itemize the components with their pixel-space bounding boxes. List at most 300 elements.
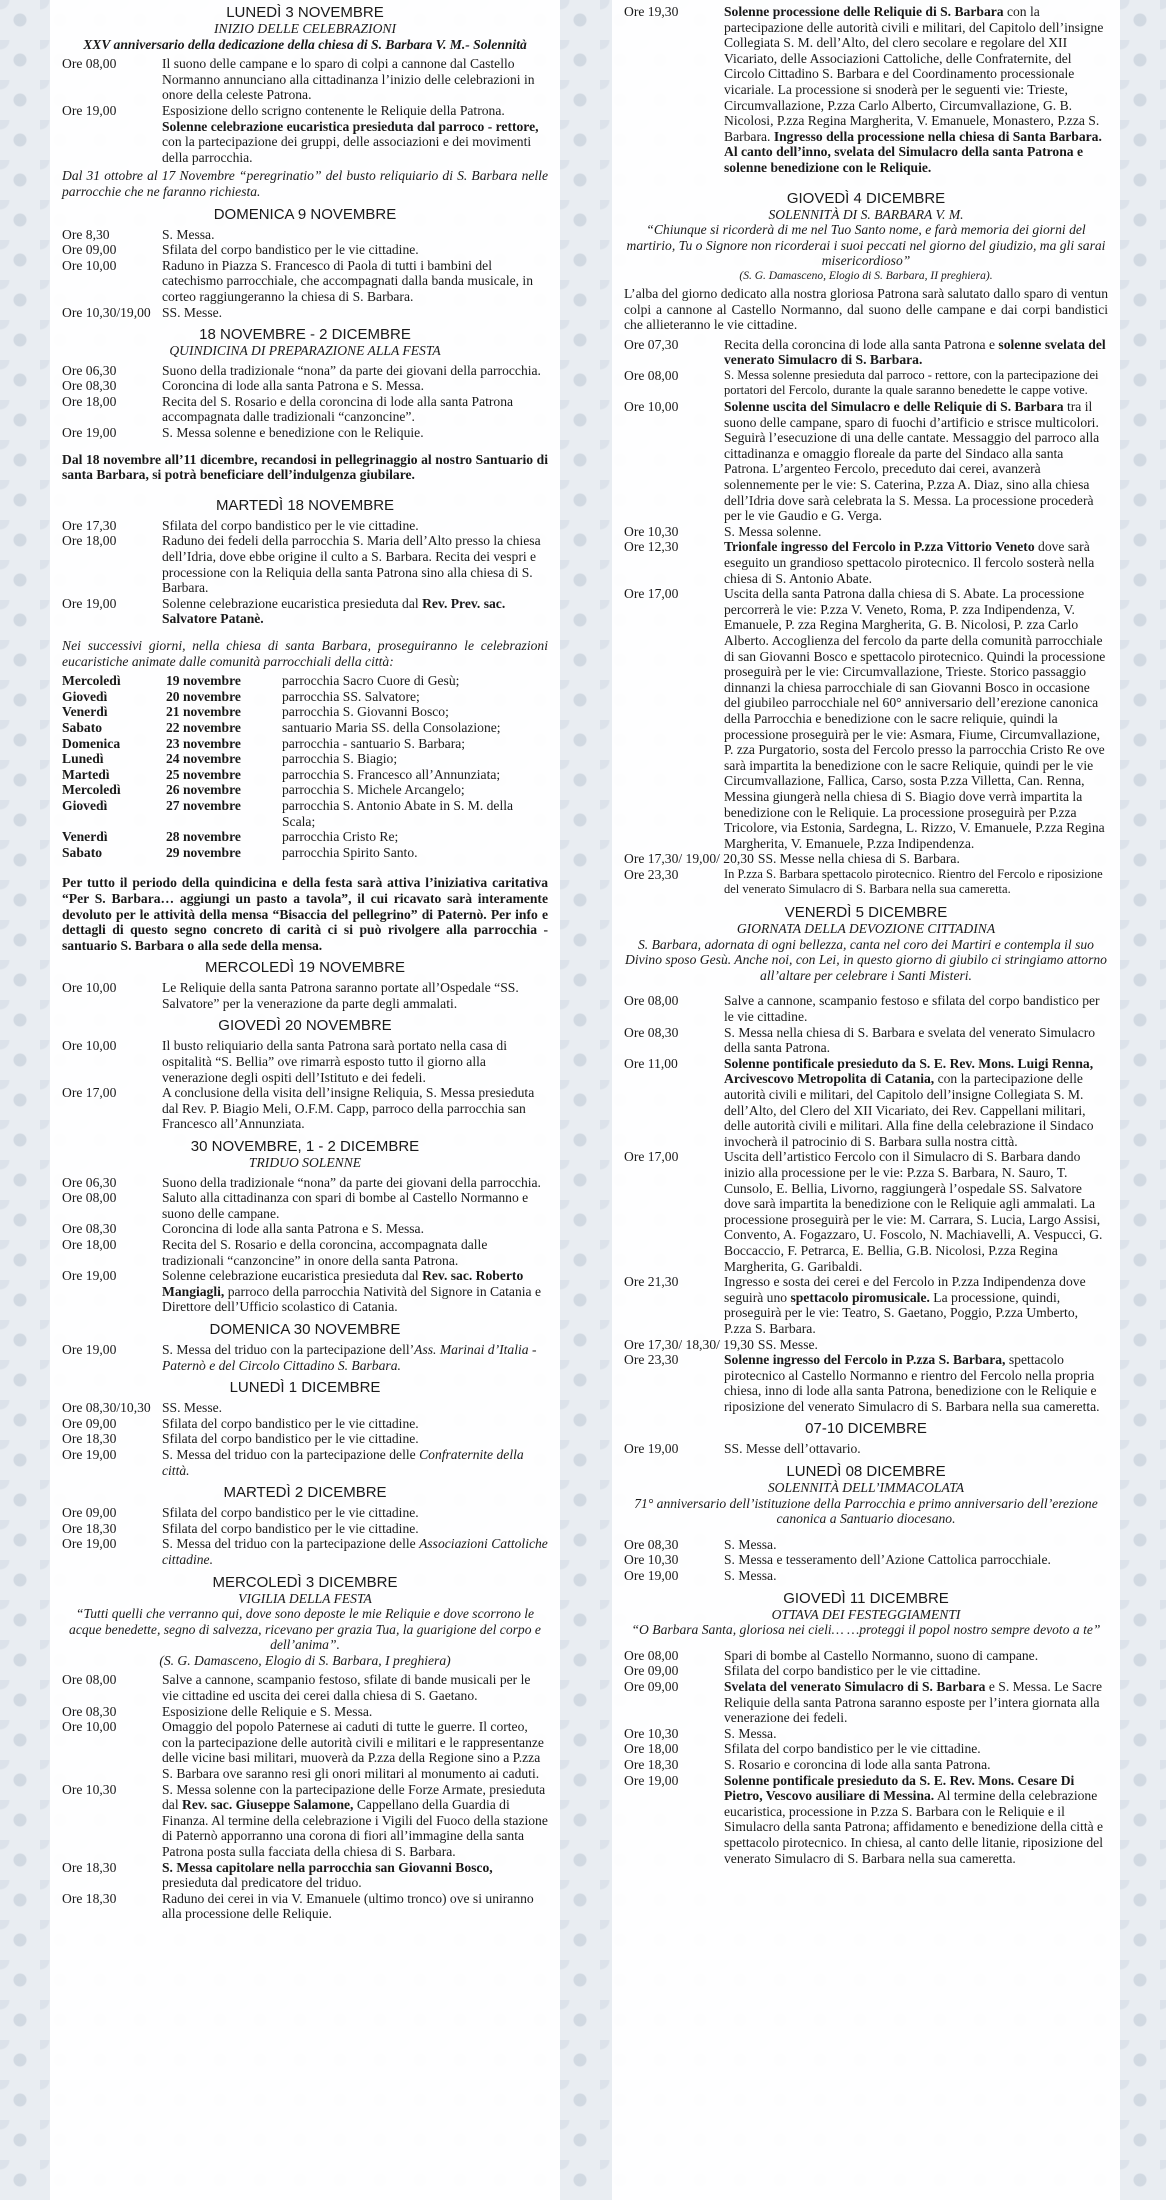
schedule-row [62,425,548,441]
parish: parrocchia Spirito Santo. [282,844,418,860]
time: Ore 10,00 [62,257,117,273]
day-name: Mercoledì [62,782,121,798]
section-title: DOMENICA 9 NOVEMBRE [213,205,397,223]
section-subtitle: QUINDICINA DI PREPARAZIONE ALLA FESTA [169,343,441,359]
schedule [62,56,548,165]
description: La processione, quindi, proseguirà per le vie: Teatro, S. Gaetano, Poggio, P.zza Umberto, P.zza S. Barbara. [724,1289,1079,1336]
intro: L’alba del giorno dedicato alla nostra gloriosa Patrona sarà salutato dallo sparo di ventun colpi a cannone al Castello Normanno, dal suono delle campane e dai corpi bandistici che allieteranno le vie cittadine. [624,285,1108,333]
time: Ore 19,00 [62,1536,117,1552]
section-30-novembre [62,1321,548,1373]
time: Ore 17,00 [624,586,679,602]
time: Ore 08,30 [624,1536,679,1552]
time: Ore 18,30 [62,1890,117,1906]
description: S. Messa e tesseramento dell’Azione Cattolica parrocchiale. [724,1552,1051,1568]
description: S. Messa. [724,1568,777,1584]
time: Ore 18,00 [62,1237,117,1252]
description: Sfilata del corpo bandistico per le vie cittadine. [162,517,419,533]
schedule-row [624,851,1108,867]
parish: parrocchia - santuario S. Barbara; [282,735,466,751]
day-date: 19 novembre [166,673,241,689]
section-subtitle: TRIDUO SOLENNE [248,1155,362,1171]
description-bold: Rev. sac. Giuseppe Salamone, [182,1797,354,1813]
description: S. Messa. [162,226,215,242]
schedule-row [62,596,548,627]
section-9-novembre [62,206,548,321]
table-row [62,829,548,845]
description: Uscita dell’artistico Fercolo con il Simulacro di S. Barbara dando inizio alla processione per le vie: P.zza S. Barbara, N. Sauro, T. Cunsolo, E. Bellia, Livorno, raggiungerà l’ospedale SS. Salvatore dove sarà impartita la benedizione con le Reliquie agli ammalati. La processione proseguirà per le vie: M. Carrara, S. Lucia, Largo Assisi, Convento, A. Fogazzaro, U. Foscolo, N. Machiavelli, A. Vespucci, G. Boccaccio, F. Petrarca, E. Bellia, G.B. Nicolosi, P.zza Regina Margherita, G. Garibaldi. [724,1149,1103,1274]
schedule-row [62,1704,548,1720]
table-row [62,673,548,689]
schedule-row [624,4,1108,176]
schedule-row [62,1860,548,1891]
time: Ore 19,00 [62,425,117,441]
section-subtitle: SOLENNITÀ DELL’IMMACOLATA [767,1480,965,1496]
section-20-novembre [62,1017,548,1132]
schedule-row [62,518,548,534]
schedule-row [624,993,1108,1024]
section-title: LUNEDÌ 3 NOVEMBRE [226,4,384,21]
description: S. Messa solenne e benedizione con le Reliquie. [162,425,424,441]
schedule-row [624,1441,1108,1457]
time: Ore 10,00 [62,980,117,996]
description: Raduno dei cerei in via V. Emanuele (ultimo tronco) ove si uniranno alla processione delle Reliquie. [162,1890,534,1922]
schedule-row [624,1337,1108,1353]
schedule-row [624,1568,1108,1584]
schedule-row [62,1521,548,1537]
time: Ore 18,30 [62,1520,117,1536]
day-name: Mercoledì [62,673,121,689]
section-title: LUNEDÌ 08 DICEMBRE [786,1463,946,1481]
day-date: 20 novembre [166,688,241,704]
time: Ore 23,30 [624,1352,679,1368]
description: parroco della parrocchia Natività del Signore in Catania e Direttore dell’Ufficio scolastico di Catania. [162,1283,541,1315]
section-subtitle: VIGILIA DELLA FESTA [238,1590,372,1606]
description: Ingresso e sosta dei cerei e del Fercolo in P.zza Indipendenza dove seguirà uno [724,1274,1086,1305]
schedule [62,1038,548,1132]
left-column [50,0,560,2200]
section-title: 30 NOVEMBRE, 1 - 2 DICEMBRE [190,1138,420,1156]
section-title: MERCOLEDÌ 3 DICEMBRE [212,1573,398,1591]
section-subtitle: GIORNATA DELLA DEVOZIONE CITTADINA [736,921,996,937]
time: Ore 10,30 [624,523,679,539]
schedule-row [62,56,548,103]
day-date: 23 novembre [166,735,241,751]
description: Recita della coroncina di lode alla santa Patrona e [724,336,996,352]
description: Esposizione delle Reliquie e S. Messa. [162,1703,373,1719]
schedule-row [62,1672,548,1703]
time: Ore 19,00 [62,1446,117,1462]
description: SS. Messe. [162,304,223,320]
time: Ore 19,00 [624,1772,679,1788]
description: S. Messa solenne con la partecipazione delle Forze Armate, presieduta dal [162,1781,546,1813]
schedule [62,1400,548,1478]
time: Ore 10,30/19,00 [62,304,151,320]
description-bold: Solenne ingresso del Fercolo in P.zza S. Barbara, [724,1352,1006,1368]
description: SS. Messe dell’ottavario. [724,1441,861,1457]
schedule-row [624,1679,1108,1726]
description: Spari di bombe al Castello Normanno, suono di campane. [724,1647,1039,1663]
time: Ore 08,00 [62,1190,117,1206]
schedule-row [62,1268,548,1315]
section-subtitle: INIZIO DELLE CELEBRAZIONI [213,21,396,36]
schedule-row [62,980,548,1011]
section-title: GIOVEDÌ 4 DICEMBRE [786,189,946,207]
description: S. Messa solenne presieduta dal parroco - rettore, con la partecipazione dei portatori del Fercolo, durante la quale saranno benedette le cappe votive. [724,367,1099,398]
description-bold: Svelata del venerato Simulacro di S. Barbara [724,1679,986,1694]
description: con la partecipazione delle autorità civili e militari, del Capitolo dell’insigne Collegiata S. M. dell’Alto, del clero secolare e regolare del XII Vicariato, delle Associazioni Cattoliche, delle Confraternite, del Circolo Cittadino S. Barbara e del Coordinamento processionale vicariale. La processione si snoderà per le seguenti vie: Trieste, Circumvallazione, P.zza Carlo Alberto, Circumvallazione, G. B. Nicolosi, P.zza Regina Margherita, V. Emanuele, Monastero, P.zza S. Barbara. [724,4,1104,144]
parish: parrocchia S. Biagio; [282,751,398,767]
schedule [624,1441,1108,1457]
description: Uscita della santa Patrona dalla chiesa di S. Abate. La processione percorrerà le vie: P.zza V. Veneto, Roma, P. zza Indipendenza, V. Emanuele, P. zza Regina Margherita, G. B. Nicolosi, P. zza Carlo Alberto. Accoglienza del fercolo da parte della comunità parrocchiale di san Giovanni Bosco e spettacolo pirotecnico. Quindi la processione proseguirà per le vie: Circumvallazione, Trieste. Storico passaggio dinnanzi la chiesa parrocchiale di san Giovanni Bosco in occasione del giubileo parrocchiale nel 60° anniversario dell’erezione canonica della Parrocchia e benedizione con le sacre reliquie, quindi la processione proseguirà per le vie: Asmara, Fiume, Circumvallazione, P. zza Purgatorio, sosta del Fercolo presso la parrocchia Cristo Re ove sarà impartita la benedizione con le sacre Reliquie, quindi per le vie Circumvallazione, Fallica, Carso, sosta P.zza Villetta, Can. Renna, Messina giungerà nella chiesa di S. Biagio dove verrà impartita la benedizione con le Reliquie. La processione proseguirà per P.zza Tricolore, via Estonia, Sardegna, L. Rizzo, V. Emanuele, P.zza Regina Margherita, V. Emanuele, P.zza Indipendenza. [724,586,1106,851]
section-title: DOMENICA 30 NOVEMBRE [209,1320,401,1338]
schedule-row [62,258,548,305]
schedule-row [62,1342,548,1373]
parish: parrocchia SS. Salvatore; [282,688,420,704]
description: presieduta dal predicatore del triduo. [162,1875,362,1891]
section-18-novembre [62,497,548,953]
description: Solenne celebrazione eucaristica presieduta dal [162,595,419,611]
parish: parrocchia Sacro Cuore di Gesù; [282,673,460,689]
description: Al termine della celebrazione eucaristica, processione in P.zza S. Barbara con le Reliquie e il Simulacro della santa Patrona; affidamento e benedizione della città e spettacolo pirotecnico. In chiesa, al canto delle litanie, riposizione del venerato Simulacro di S. Barbara nella sua cameretta. [724,1788,1104,1866]
description: S. Messa nella chiesa di S. Barbara e svelata del venerato Simulacro della santa Patrona. [724,1024,1096,1056]
day-date: 28 novembre [166,829,241,845]
schedule [624,1648,1108,1866]
time: Ore 08,00 [62,1672,117,1688]
time: Ore 17,00 [624,1149,679,1165]
description: con la partecipazione dei gruppi, delle associazioni e dei movimenti della parrocchia. [162,134,532,165]
day-name: Giovedì [62,797,108,813]
schedule-row [624,1741,1108,1757]
description: Sfilata del corpo bandistico per le vie cittadine. [724,1663,981,1679]
section-subtitle: OTTAVA DEI FESTEGGIAMENTI [771,1606,961,1622]
schedule-row [62,1536,548,1567]
parish: parrocchia S. Antonio Abate in S. M. della Scala; [282,797,514,829]
day-name: Venerdì [62,829,108,845]
day-name: Sabato [62,719,103,735]
description: Suono della tradizionale “nona” da parte dei giovani della parrocchia. [162,362,541,378]
description: Omaggio del popolo Paternese ai caduti di tutte le guerre. Il corteo, con la partecipazione delle autorità civili e militari e le rappresentanze delle vicine basi militari, muoverà da P.zza della Regione sino a P.zza S. Barbara ove saranno resi gli onori militari al monumento ai caduti. [162,1719,544,1782]
time: Ore 09,00 [624,1679,679,1694]
schedule-row [62,533,548,595]
schedule-row [62,1237,548,1268]
description: S. Messa. [724,1536,777,1552]
description: Il busto reliquiario della santa Patrona sarà portato nella casa di ospitalità “S. Bellia” ove rimarrà esposto tutto il giorno alla venerazione degli ospiti dell’Istituto e dei fedeli. [162,1038,508,1085]
parish: parrocchia Cristo Re; [282,829,399,845]
parish: parrocchia S. Michele Arcangelo; [282,782,465,798]
schedule-row [62,1447,548,1478]
schedule-row [62,1782,548,1860]
anniversary-note: 71° anniversario dell’istituzione della Parrocchia e primo anniversario dell’erezione canonica a Santuario diocesano. [634,1495,1098,1527]
schedule-row [62,394,548,425]
time: Ore 09,00 [62,1505,117,1521]
note: Nei successivi giorni, nella chiesa di santa Barbara, proseguiranno le celebrazioni eucaristiche animate dalle comunità parrocchiali della città: [62,638,548,669]
section-1-dicembre [62,1379,548,1478]
schedule-row [624,399,1108,524]
description-bold: Solenne celebrazione eucaristica presieduta dal parroco - rettore, [162,118,539,134]
schedule-row [624,337,1108,368]
schedule-row [62,1175,548,1191]
section-subtitle: SOLENNITÀ DI S. BARBARA V. M. [768,206,964,222]
schedule [62,1342,548,1373]
day-name: Lunedì [62,751,104,767]
description: Solenne celebrazione eucaristica presieduta dal [162,1268,419,1284]
schedule-row [62,227,548,243]
description: Salve a cannone, scampanio festoso, sfilate di bande musicali per le vie cittadine ed uscita dei cerei dalla chiesa di S. Gaetano. [162,1672,531,1704]
section-4-dicembre [624,190,1108,899]
section-subtitle: XXV anniversario della dedicazione della chiesa di S. Barbara V. M.- Solennità [83,36,527,52]
parish-days-table [62,673,548,860]
time: Ore 08,30 [62,378,117,394]
time: Ore 19,00 [62,102,117,118]
quote-citation: (S. G. Damasceno, Elogio di S. Barbara, II preghiera). [739,269,993,282]
section-11-dicembre [624,1590,1108,1867]
time: Ore 11,00 [624,1055,678,1071]
description-italic: Associazioni Cattoliche cittadine. [162,1536,548,1567]
time: Ore 17,00 [62,1085,117,1101]
description: con la partecipazione delle autorità civili e militari, del Capitolo dell’insigne Collegiata S. M. dell’Alto, del Clero del XII Vicariato, dei Rev. Cappellani militari, delle autorità civili e militari. Alla fine della celebrazione il Sindaco invocherà il patrocinio di S. Barbara sulla nostra città. [724,1071,1094,1149]
description: Sfilata del corpo bandistico per le vie cittadine. [162,1520,419,1536]
section-triduo [62,1138,548,1315]
schedule-row [624,1352,1108,1414]
time: Ore 09,00 [62,1415,117,1431]
section-3-dicembre [62,1574,548,1922]
description-bold: S. Messa capitolare nella parrocchia san Giovanni Bosco, [162,1859,493,1875]
day-name: Giovedì [62,688,108,704]
time: Ore 10,30 [62,1781,117,1797]
schedule [624,1537,1108,1584]
description: A conclusione della visita dell’insigne Reliquia, S. Messa presieduta dal Rev. P. Biagio Meli, O.F.M. Capp, parroco della parrocchia san Francesco all’Annunziata. [162,1085,535,1132]
time: Ore 06,30 [62,362,117,378]
time: Ore 19,00 [62,1268,117,1284]
schedule-row [624,1726,1108,1742]
time: Ore 10,00 [62,1038,117,1054]
description: Saluto alla cittadinanza con spari di bombe al Castello Normanno e suono delle campane. [162,1190,529,1221]
description-bold: Trionfale ingresso del Fercolo in P.zza Vittorio Veneto [724,539,1035,555]
description: e S. Messa. Le Sacre Reliquie della santa Patrona saranno esposte per l’intera giornata alla venerazione dei fedeli. [724,1679,1103,1726]
section-3-dicembre-continued [624,4,1108,176]
time: Ore 17,30 [62,517,117,533]
schedule-row [624,1056,1108,1150]
time: Ore 19,30 [624,4,679,19]
section-title: 18 NOVEMBRE - 2 DICEMBRE [199,326,411,344]
description-bold: Solenne processione delle Reliquie di S. Barbara [724,4,1004,19]
time: Ore 08,30/10,30 [62,1400,151,1416]
description: Sfilata del corpo bandistico per le vie cittadine. [162,1431,419,1447]
time: Ore 23,30 [624,866,679,882]
schedule-row [62,1431,548,1447]
section-2-dicembre [62,1484,548,1567]
table-row [62,689,548,705]
table-row [62,720,548,736]
description: Le Reliquie della santa Patrona saranno portate all’Ospedale “SS. Salvatore” per la venerazione da parte degli ammalati. [162,980,519,1011]
schedule-row [62,305,548,321]
time: Ore 08,30 [624,1024,679,1040]
description: Sfilata del corpo bandistico per le vie cittadine. [162,242,419,258]
schedule [62,980,548,1011]
schedule-row [62,1085,548,1132]
section-title: MERCOLEDÌ 19 NOVEMBRE [204,959,406,977]
description: In P.zza S. Barbara spettacolo pirotecnico. Rientro del Fercolo e riposizione del venerato Simulacro di S. Barbara nella sua cameretta. [724,866,1103,897]
table-row [62,736,548,752]
description: S. Messa del triduo con la partecipazione delle [162,1446,416,1462]
description: dove sarà eseguito un grandioso spettacolo pirotecnico. Il fercolo sosterà nella chiesa di S. Antonio Abate. [724,539,1095,586]
description: Suono della tradizionale “nona” da parte dei giovani della parrocchia. [162,1174,541,1190]
day-date: 29 novembre [166,844,241,860]
time: Ore 18,30 [62,1431,117,1447]
table-row [62,751,548,767]
time: Ore 18,30 [62,1859,117,1875]
section-19-novembre [62,959,548,1011]
day-date: 22 novembre [166,719,241,735]
schedule [624,4,1108,176]
schedule-row [624,1025,1108,1056]
description: S. Messa del triduo con la partecipazione delle [162,1536,416,1552]
time: Ore 17,30/ 19,00/ 20,30 [624,851,754,867]
description: Raduno dei fedeli della parrocchia S. Maria dell’Alto presso la chiesa dell’Idria, dove ebbe origine il culto a S. Barbara. Recita dei vespri e processione con la Reliquia della santa Patrona sino alla chiesa di S. Barbara. [162,533,541,596]
time: Ore 10,00 [62,1719,117,1735]
description-bold: solenne svelata del venerato Simulacro di S. Barbara. [724,336,1106,368]
description: tra il suono delle campane, sparo di fuochi d’artificio e strisce multicolori. Seguirà l’esecuzione di una delle cantate. Messaggio del parroco alla cittadinanza e omaggio floreale da parte del Sindaco alla santa Patrona. L’argenteo Fercolo, preceduto dai cerei, avanzerà solennemente per le vie: S. Caterina, P.zza A. Diaz, sino alla chiesa dell’Idria dove sarà celebrata la S. Messa. La processione procederà per le vie Gaudio e G. Verga. [724,399,1100,524]
description: SS. Messe. [162,1400,223,1416]
schedule-row [62,1891,548,1922]
schedule-row [624,1648,1108,1664]
day-name: Sabato [62,844,103,860]
quote: “Tutti quelli che verranno qui, dove sono deposte le mie Reliquie e dove scorrono le acque benedette, segno di salvezza, ricevano per grazia Tua, la guarigione del corpo e dell’anima”. [69,1606,541,1653]
description: Sfilata del corpo bandistico per le vie cittadine. [162,1415,419,1431]
schedule-row [624,1773,1108,1867]
schedule-row [62,103,548,165]
schedule [62,1672,548,1922]
description: S. Messa. [724,1725,777,1741]
description: Salve a cannone, scampanio festoso e sfilata del corpo bandistico per le vie cittadine. [724,993,1100,1025]
section-title: GIOVEDÌ 11 DICEMBRE [783,1589,949,1607]
schedule-row [62,363,548,379]
day-name: Domenica [62,735,121,751]
note: Dal 18 novembre all’11 dicembre, recandosi in pellegrinaggio al nostro Santuario di santa Barbara, si potrà beneficiare dell’indulgenza giubilare. [62,451,548,483]
description: Raduno in Piazza S. Francesco di Paola di tutti i bambini del catechismo parrocchiale, che accompagnati dalla banda musicale, in corteo raggiungeranno la chiesa di S. Barbara. [162,257,534,304]
description: Sfilata del corpo bandistico per le vie cittadine. [724,1741,981,1757]
schedule-row [624,1149,1108,1274]
right-column [612,0,1120,2200]
parish: parrocchia S. Francesco all’Annunziata; [282,766,501,782]
quote: “O Barbara Santa, gloriosa nei cieli… …proteggi il popol nostro sempre devoto a te” [631,1622,1101,1638]
description: Il suono delle campane e lo sparo di colpi a cannone dal Castello Normanno annunciano alla cittadinanza l’inizio delle celebrazioni in onore della celeste Patrona. [162,56,535,103]
section-quindicina [62,326,548,483]
description: Recita del S. Rosario e della coroncina, accompagnata dalle tradizionali “canzoncine” in onore della santa Patrona. [162,1237,488,1268]
time: Ore 12,30 [624,539,679,555]
time: Ore 10,30 [624,1725,679,1741]
time: Ore 08,00 [624,1647,679,1663]
table-row [62,782,548,798]
description: S. Rosario e coroncina di lode alla santa Patrona. [724,1756,991,1772]
day-date: 26 novembre [166,782,241,798]
schedule-row [62,1190,548,1221]
time: Ore 19,00 [624,1441,679,1457]
time: Ore 10,30 [624,1552,679,1568]
schedule [62,227,548,321]
description: SS. Messe nella chiesa di S. Barbara. [757,851,960,867]
description-bold: Solenne pontificale presieduto da S. E. Rev. Mons. Cesare Di Pietro, Vescovo ausiliare di Messina. [724,1772,1075,1804]
schedule-row [624,1552,1108,1568]
description: Recita del S. Rosario e della coroncina di lode alla santa Patrona accompagnata dalle tradizionali “canzoncine”. [162,393,514,425]
schedule-row [62,242,548,258]
description-bold: Rev. sac. Roberto Mangiagli, [162,1268,524,1299]
description-bold: Solenne pontificale presieduto da S. E. Rev. Mons. Luigi Renna, Arcivescovo Metropolita di Catania, [724,1055,1094,1087]
schedule-row [62,1400,548,1416]
quote: S. Barbara, adornata di ogni bellezza, canta nel coro dei Martiri e contempla il suo Divino sposo Gesù. Anche noi, con Lei, in questo giorno di giubilo ci stringiamo attorno all’altare per celebrare i Santi Misteri. [625,936,1107,983]
section-title: MARTEDÌ 2 DICEMBRE [223,1484,387,1502]
description: Esposizione dello scrigno contenente le Reliquie della Patrona. [162,102,505,118]
description: Cappellano della Guardia di Finanza. Al termine della celebrazione i Vigili del Fuoco della stazione di Paternò apporranno una corona di fiori all’immagine della santa Patrona posta sulla facciata della chiesa di S. Barbara. [162,1797,548,1859]
description: Coroncina di lode alla santa Patrona e S. Messa. [162,1221,424,1237]
section-ottavario [624,1420,1108,1457]
quote: “Chiunque si ricorderà di me nel Tuo Santo nome, e farà memoria dei giorni del martirio, Tu o Signore non ricorderai i suoi peccati nel giorno del giudizio, ma gli sarai misericordioso” [626,222,1106,269]
schedule-row [624,1663,1108,1679]
schedule-row [62,1416,548,1432]
schedule-row [62,1038,548,1085]
time: Ore 08,30 [62,1221,117,1237]
time: Ore 09,00 [62,242,117,258]
schedule-row [62,1505,548,1521]
description: S. Messa solenne. [724,523,822,539]
schedule-row [62,1719,548,1781]
description: SS. Messe. [757,1336,818,1352]
parish: santuario Maria SS. della Consolazione; [282,719,501,735]
description-italic: Ass. Marinai d’Italia - Paternò e del Circolo Cittadino S. Barbara. [162,1341,537,1373]
schedule [62,363,548,441]
description: spettacolo pirotecnico al Castello Normanno e rientro del Fercolo nella propria chiesa, inno di lode alla santa Patrona, benedizione con le Reliquie e riposizione del venerato Simulacro di S. Barbara nella sua cameretta. [724,1352,1100,1414]
description-bold: Rev. Prev. sac. Salvatore Patanè. [162,595,506,627]
table-row [62,798,548,829]
time: Ore 18,30 [624,1756,679,1772]
schedule-row [624,1757,1108,1773]
schedule-row [624,867,1108,898]
day-date: 24 novembre [166,751,241,767]
description-italic: Confraternite della città. [162,1446,524,1478]
section-title: 07-10 DICEMBRE [805,1420,927,1438]
time: Ore 08,30 [62,1703,117,1719]
schedule-row [624,1274,1108,1336]
day-name: Venerdì [62,704,108,720]
day-name: Martedì [62,766,110,782]
schedule-row [624,586,1108,851]
section-3-novembre [62,4,548,200]
description-bold: Solenne uscita del Simulacro e delle Reliquie di S. Barbara [724,399,1064,415]
time: Ore 08,00 [624,993,679,1009]
time: Ore 07,30 [624,336,679,352]
time: Ore 08,00 [62,56,117,72]
schedule [62,518,548,627]
schedule-row [62,1221,548,1237]
section-title: MARTEDÌ 18 NOVEMBRE [215,496,395,514]
table-row [62,845,548,861]
schedule-row [624,1537,1108,1553]
table-row [62,767,548,783]
time: Ore 17,30/ 18,30/ 19,30 [624,1336,754,1352]
section-title: LUNEDÌ 1 DICEMBRE [229,1379,381,1397]
description: S. Messa del triduo con la partecipazione dell’ [162,1341,415,1357]
section-8-dicembre [624,1463,1108,1584]
time: Ore 19,00 [624,1568,679,1584]
parish: parrocchia S. Giovanni Bosco; [282,704,449,720]
schedule [62,1505,548,1567]
day-date: 27 novembre [166,797,241,813]
description: Coroncina di lode alla santa Patrona e S. Messa. [162,378,424,394]
time: Ore 06,30 [62,1174,117,1190]
description: Sfilata del corpo bandistico per le vie cittadine. [162,1505,419,1521]
time: Ore 10,00 [624,399,679,415]
schedule-row [62,378,548,394]
